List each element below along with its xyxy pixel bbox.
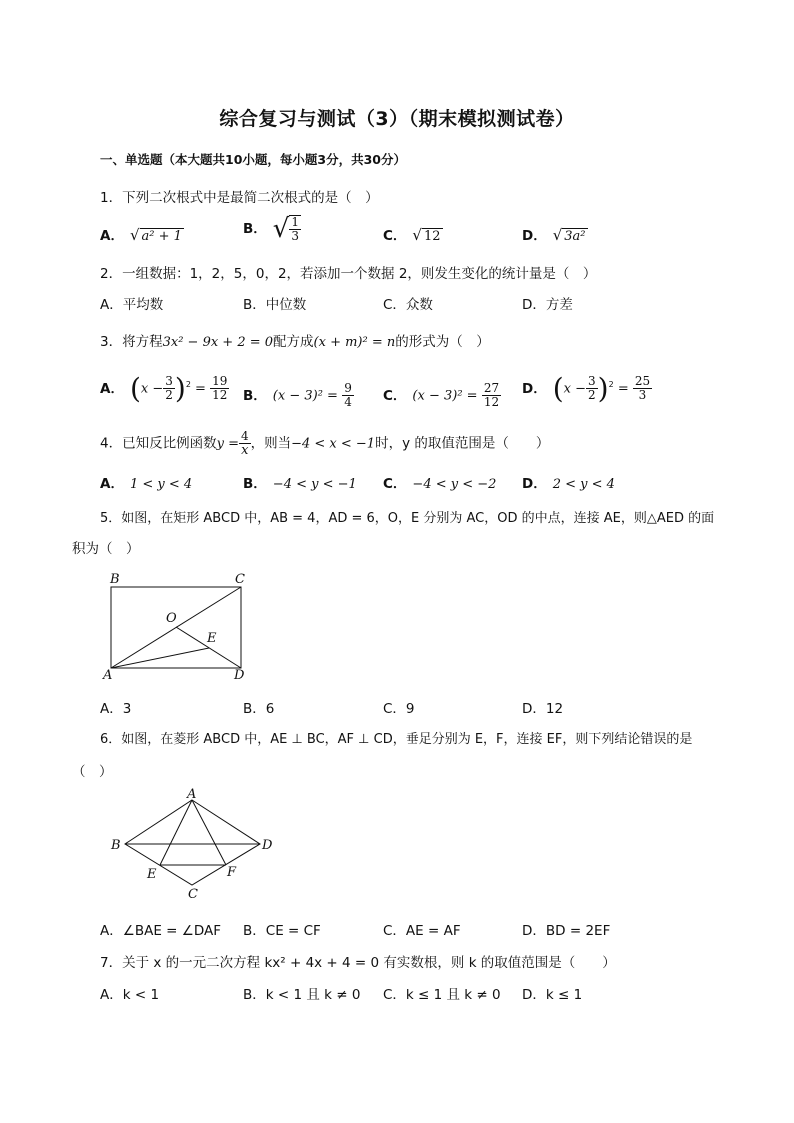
q4-b-expr: −4 < y < −1: [272, 477, 357, 492]
q3-d-rhs-denominator: 3: [638, 388, 647, 402]
question-3-stem: [100, 330, 490, 350]
q1-option-b: B． √ $\frac{1}{3}$: [243, 214, 300, 244]
q4-c-expr: −4 < y < −2: [412, 477, 497, 492]
q2-option-d: D．方差: [522, 297, 573, 313]
segment-ae: [160, 800, 192, 865]
q3-stem-post: 的形式为（ ）: [395, 334, 490, 350]
q3-a-rhs-denominator: 12: [212, 388, 228, 402]
question-5-line2: 积为（ ）: [72, 541, 140, 557]
q4-option-d: [522, 472, 615, 492]
page-title: 综合复习与测试（3）（期末模拟测试卷）: [219, 108, 575, 130]
q6-option-d: D．BD = 2EF: [522, 923, 611, 939]
option-label: C．: [383, 387, 407, 404]
question-2-stem: 2．一组数据：1，2，5，0，2，若添加一个数据 2，则发生变化的统计量是（ ）: [100, 266, 597, 282]
q3-option-c: [383, 382, 501, 409]
q3-stem-mid: 配方成: [273, 334, 314, 350]
label-e: E: [207, 631, 217, 646]
q4-func-numerator: 4: [240, 429, 249, 443]
label-d: D: [262, 838, 273, 853]
segment-ae: [111, 648, 209, 668]
q6-option-b: B．CE = CF: [243, 923, 321, 939]
q1-c-radicand: 12: [423, 229, 441, 244]
q3-c-rhs-denominator: 12: [483, 395, 500, 409]
q3-a-term: x −: [140, 381, 164, 397]
q3-target-form: (x + m)² = n: [313, 335, 396, 350]
label-a: A: [103, 668, 113, 680]
q6-option-a: A．∠BAE = ∠DAF: [100, 923, 222, 939]
label-f: F: [227, 865, 237, 880]
q7-option-b: B．k < 1 且 k ≠ 0: [243, 987, 361, 1003]
q5-option-d: D．12: [522, 701, 564, 717]
option-label: D．: [522, 476, 547, 492]
option-label: B．: [243, 221, 267, 237]
q3-b-term: (x − 3)² =: [272, 388, 338, 404]
question-1-stem: 1．下列二次根式中是最简二次根式的是（ ）: [100, 190, 379, 206]
q3-stem-pre: 3．将方程: [100, 334, 163, 350]
q3-c-term: (x − 3)² =: [412, 388, 478, 404]
question-5-line1: 5．如图，在矩形 ABCD 中，AB = 4，AD = 6，O，E 分别为 AC，OD 的中点，连接 AE，则△AED 的面: [100, 511, 715, 526]
q3-a-rhs-numerator: 19: [212, 374, 228, 388]
q3-option-d: D． (x − $\frac{3}{2}$ )$^2$ = $\frac{25}{3}$: [522, 372, 651, 405]
q4-stem-post: 时，y 的取值范围是（ ）: [375, 435, 550, 452]
q1-b-numerator: 1: [291, 215, 300, 229]
q1-d-radicand: 3a²: [564, 229, 586, 244]
question-6-line1: 6．如图，在菱形 ABCD 中，AE ⊥ BC，AF ⊥ CD，垂足分别为 E，F，连接 EF，则下列结论错误的是: [100, 732, 693, 747]
q5-rectangle-figure: [100, 568, 260, 680]
label-c: C: [235, 572, 245, 587]
q6-option-c: C．AE = AF: [383, 923, 461, 939]
label-d: D: [234, 668, 245, 680]
option-label: D．: [522, 380, 547, 397]
question-7-stem: 7．关于 x 的一元二次方程 kx² + 4x + 4 = 0 有实数根，则 k 的取值范围是（ ）: [100, 955, 616, 971]
q3-option-a: A． (x − $\frac{3}{2}$ )$^2$ = $\frac{19}{12}$: [100, 372, 228, 405]
q1-option-c: C． √ 12: [383, 226, 441, 244]
q4-option-a: [100, 472, 192, 492]
q1-option-a: A． √ a² + 1: [100, 226, 182, 244]
option-label: C．: [383, 228, 407, 244]
option-label: A．: [100, 228, 124, 244]
option-label: A．: [100, 380, 124, 397]
q1-option-d: D． √ 3a²: [522, 226, 586, 244]
q3-option-b: [243, 382, 354, 409]
q2-option-c: C．众数: [383, 297, 433, 313]
section-heading: 一、单选题（本大题共10小题，每小题3分，共30分）: [100, 152, 406, 167]
q4-a-expr: 1 < y < 4: [129, 477, 193, 492]
q7-option-c: C．k ≤ 1 且 k ≠ 0: [383, 987, 501, 1003]
label-c: C: [188, 887, 198, 902]
q3-d-denominator: 2: [588, 388, 596, 402]
label-o: O: [166, 611, 177, 626]
q3-a-numerator: 3: [165, 374, 173, 388]
q3-d-term: x −: [563, 381, 587, 397]
segment-af: [192, 800, 226, 865]
q3-b-rhs-numerator: 9: [344, 381, 352, 395]
q3-d-numerator: 3: [588, 374, 596, 388]
q4-option-c: [383, 472, 496, 492]
q5-option-c: C．9: [383, 701, 415, 717]
q4-func-denominator: x: [241, 443, 249, 458]
q4-range: −4 < x < −1: [291, 436, 376, 452]
q1-a-radicand: a² + 1: [141, 229, 182, 244]
q3-d-rhs-numerator: 25: [634, 374, 651, 388]
q4-func-y: y =: [216, 436, 239, 452]
q5-option-b: B．6: [243, 701, 275, 717]
label-b: B: [110, 572, 120, 587]
option-label: B．: [243, 387, 267, 404]
q1-b-denominator: 3: [291, 229, 300, 243]
q5-option-a: A．3: [100, 701, 132, 717]
q6-rhombus-figure: [105, 788, 285, 903]
q3-a-denominator: 2: [165, 388, 173, 402]
label-e: E: [147, 867, 157, 882]
q7-option-d: D．k ≤ 1: [522, 987, 583, 1003]
q4-option-b: [243, 472, 357, 492]
question-6-line2: （ ）: [72, 764, 113, 780]
q2-option-b: B．中位数: [243, 297, 307, 313]
label-b: B: [111, 838, 121, 853]
option-label: B．: [243, 476, 267, 492]
option-label: C．: [383, 476, 407, 492]
option-label: A．: [100, 476, 124, 492]
q3-b-rhs-denominator: 4: [344, 395, 352, 409]
q3-equation: 3x² − 9x + 2 = 0: [162, 335, 274, 350]
label-a: A: [187, 788, 197, 802]
q2-option-a: A．平均数: [100, 297, 164, 313]
q7-option-a: A．k < 1: [100, 987, 160, 1003]
q4-d-expr: 2 < y < 4: [552, 477, 615, 492]
rhombus-abcd: [125, 800, 260, 885]
q4-stem-mid: ，则当: [250, 435, 292, 452]
q4-stem-pre: 4．已知反比例函数: [100, 435, 217, 452]
q3-c-rhs-numerator: 27: [483, 381, 500, 395]
option-label: D．: [522, 228, 547, 244]
question-4-stem: [100, 430, 549, 457]
